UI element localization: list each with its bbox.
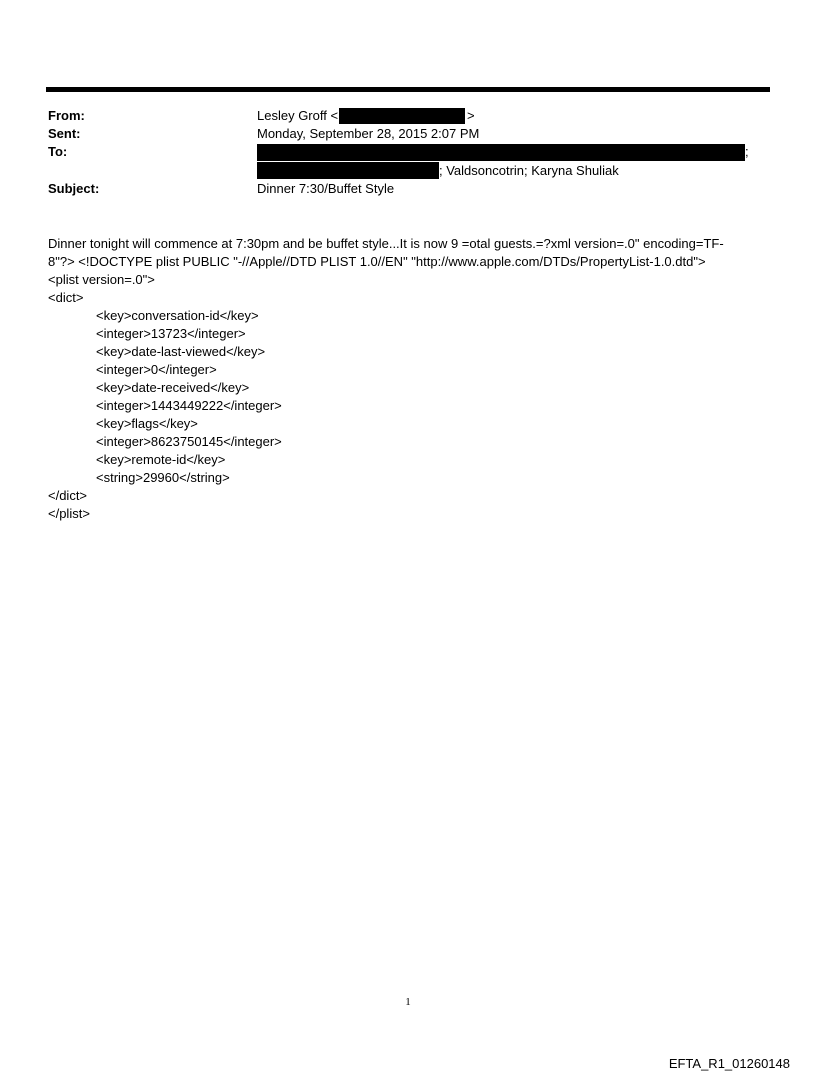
redaction-from-email — [339, 108, 465, 124]
redaction-to-line1 — [257, 144, 745, 161]
redaction-to-line2 — [257, 162, 439, 179]
header-rule — [46, 87, 770, 92]
sent-value: Monday, September 28, 2015 2:07 PM — [257, 126, 480, 141]
subject-value: Dinner 7:30/Buffet Style — [257, 181, 395, 196]
page-number: 1 — [405, 996, 411, 1008]
to-label: To: — [48, 144, 68, 159]
bates-number: EFTA_R1_01260148 — [668, 1056, 790, 1071]
from-label: From: — [48, 108, 85, 123]
from-close-bracket: > — [467, 108, 475, 123]
from-name: Lesley Groff < — [257, 108, 339, 123]
email-body: Dinner tonight will commence at 7:30pm and be buffet style...It is now 9 =otal guests.=?xml version=.0" encoding=TF- 8"?> <!DOCTYPE plist PUBLIC "-//Apple//DTD PLIST 1.0//EN" "http://www.apple.com/DTDs/PropertyList-1.0.dtd"> <plist version=.0"> <dict> <key>conversation-id</key> <integer>13723</integer> <key>date-last-viewed</key> <integer>0</integer> <key>date-received</key> <integer>1443449222</integer> <key>flags</key> <integer>8623750145</integer> <key>remote-id</key> <string>29960</string> </dict> </plist> — [48, 236, 724, 521]
to-recipients: ; Valdsoncotrin; Karyna Shuliak — [439, 163, 619, 178]
subject-label: Subject: — [48, 181, 100, 196]
sent-label: Sent: — [48, 126, 81, 141]
to-line1-separator: ; — [745, 144, 749, 159]
